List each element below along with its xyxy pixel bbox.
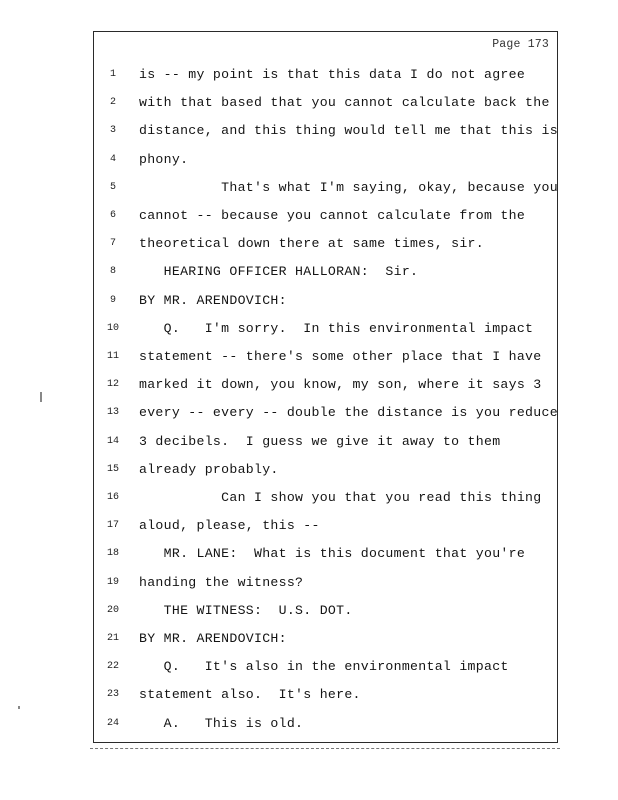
line-number: 15 — [106, 463, 119, 475]
line-number: 12 — [106, 379, 119, 391]
bottom-rule — [90, 748, 560, 749]
transcript-line: marked it down, you know, my son, where it says 3 — [139, 377, 542, 393]
transcript-line: aloud, please, this -- — [139, 518, 320, 534]
line-number: 21 — [106, 633, 119, 644]
transcript-line: Q. I'm sorry. In this environmental impact — [139, 320, 534, 336]
line-number: 18 — [106, 548, 119, 560]
line-number: 10 — [106, 322, 119, 334]
transcript-line: every -- every -- double the distance is you reduce — [139, 405, 558, 421]
transcript-line: cannot -- because you cannot calculate from the — [139, 208, 526, 223]
transcript-line: theoretical down there at same times, sir. — [139, 236, 484, 252]
line-number: 16 — [106, 492, 119, 503]
transcript-line: HEARING OFFICER HALLORAN: Sir. — [139, 264, 419, 280]
line-number: 9 — [109, 294, 116, 306]
line-number: 17 — [106, 520, 119, 532]
line-number: 11 — [106, 351, 119, 362]
line-number: 2 — [109, 97, 116, 109]
transcript-line: Q. It's also in the environmental impact — [139, 659, 509, 675]
transcript-line: A. This is old. — [139, 715, 304, 731]
transcript-line: Can I show you that you read this thing — [139, 490, 542, 505]
transcript-line: MR. LANE: What is this document that you're — [139, 546, 526, 562]
line-number: 3 — [109, 125, 116, 137]
line-number: 14 — [106, 435, 119, 447]
line-number: 8 — [109, 266, 116, 278]
line-number: 22 — [106, 661, 119, 673]
line-number: 20 — [106, 604, 119, 616]
transcript-line: with that based that you cannot calculate back the — [139, 95, 550, 111]
transcript-line: is -- my point is that this data I do not agree — [139, 67, 526, 82]
transcript-line: 3 decibels. I guess we give it away to them — [139, 433, 501, 449]
page-number: Page 173 — [492, 38, 549, 51]
line-number: 13 — [106, 407, 119, 419]
transcript-line: statement also. It's here. — [139, 687, 361, 703]
transcript-line: That's what I'm saying, okay, because you — [139, 179, 558, 195]
transcript-line: statement -- there's some other place that I have — [139, 349, 542, 364]
transcript-line: BY MR. ARENDOVICH: — [139, 292, 287, 308]
transcript-line: THE WITNESS: U.S. DOT. — [139, 602, 353, 618]
line-number: 23 — [106, 689, 119, 701]
line-number: 5 — [109, 181, 116, 193]
transcript-line: distance, and this thing would tell me that this is — [139, 123, 558, 139]
transcript-page — [93, 31, 558, 743]
line-number: 19 — [106, 576, 119, 588]
line-number: 1 — [109, 69, 116, 80]
left-margin-mark — [40, 392, 42, 402]
line-number: 6 — [109, 210, 116, 221]
transcript-line: BY MR. ARENDOVICH: — [139, 631, 287, 646]
transcript-line: phony. — [139, 151, 189, 167]
line-number: 7 — [109, 238, 116, 250]
transcript-line: handing the witness? — [139, 574, 304, 590]
transcript-line: already probably. — [139, 461, 279, 477]
line-number: 24 — [106, 717, 119, 729]
line-number: 4 — [109, 153, 116, 165]
left-margin-mark-2 — [18, 706, 20, 709]
